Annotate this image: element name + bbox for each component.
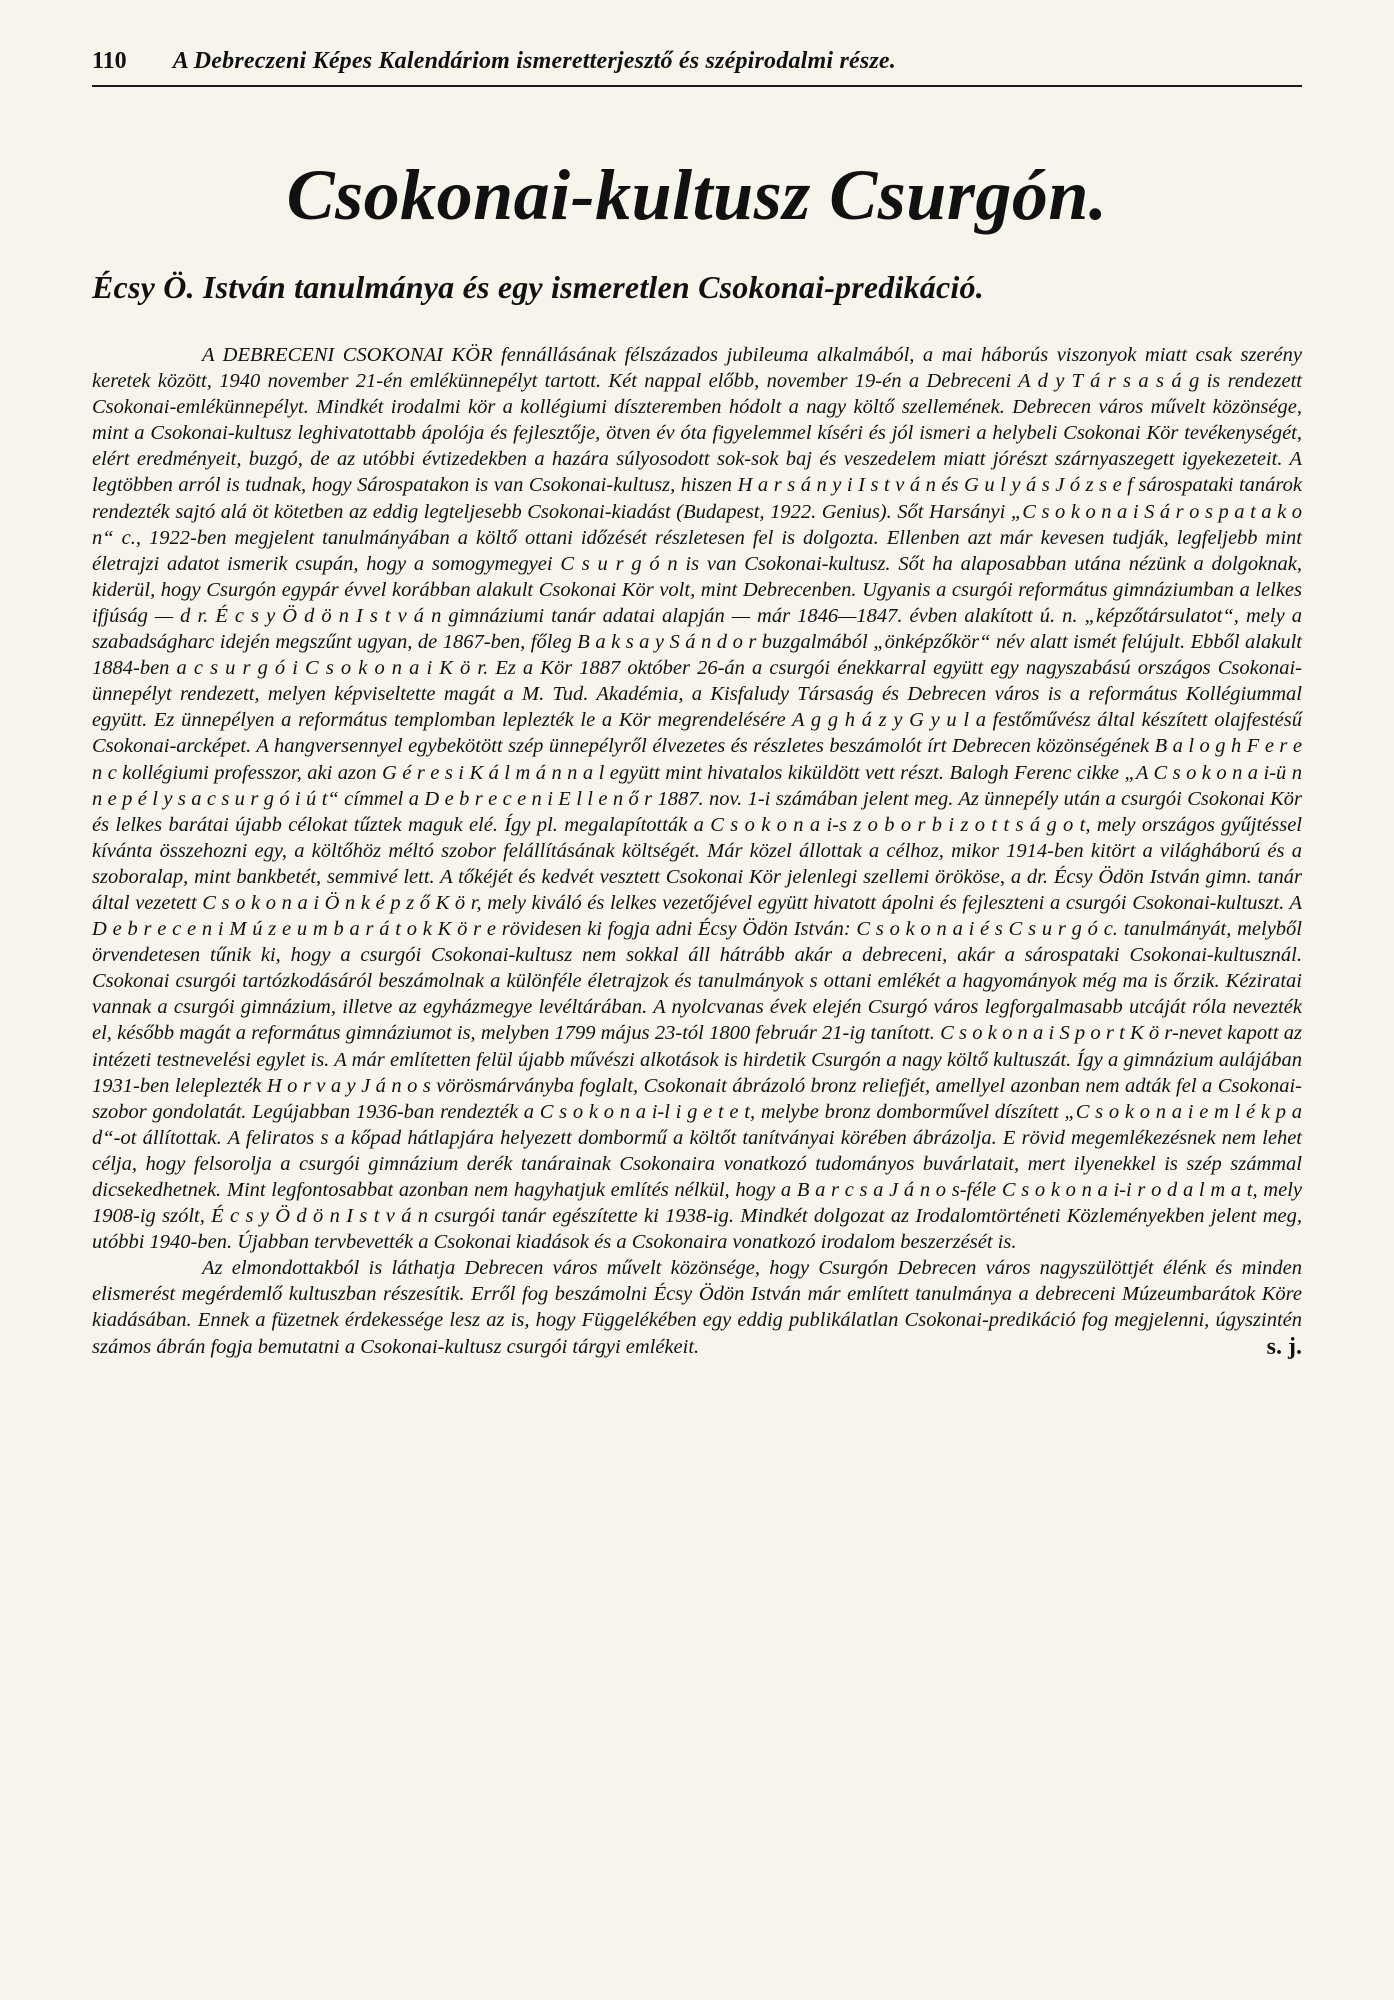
- article-paragraph-2: Az elmondottakból is láthatja Debrecen város művelt közönsége, hogy Csurgón Debrecen város nagyszülöttjét élénk és minden elismerést megérdemlő kultuszban részesítik. Erről fog beszámolni Écsy Ödön István már említett tanulmánya a debreceni Múzeumbarátok Köre kiadásában. Ennek a füzetnek érdekessége lesz az is, hogy Függelékében egy eddig publikálatlan Csokonai-predikáció fog megjelenni, úgyszintén számos ábrán fogja bemutatni a Csokonai-kultusz csurgói tárgyi emlékeit.: [92, 1257, 1302, 1358]
- article-subtitle: Écsy Ö. István tanulmánya és egy ismeretlen Csokonai-predikáció.: [92, 269, 984, 305]
- page: [92, 48, 1302, 1948]
- author-signature: s. j.: [1266, 1333, 1302, 1360]
- page-number: 110: [92, 48, 127, 74]
- article-paragraph-1: A DEBRECENI CSOKONAI KÖR fennállásának félszázados jubileuma alkalmából, a mai háborús viszonyok miatt csak szerény keretek között, 1940 november 21-én emlékünnepélyt tartott. Két nappal előbb, november 19-én a Debreceni A d y T á r s a s á g is rendezett Csokonai-emlékünnepélyt. Mindkét irodalmi kör a kollégiumi díszteremben hódolt a nagy költő szellemének. Debrecen város művelt közönsége, mint a Csokonai-kultusz leghivatottabb ápolója és fejlesztője, ötven év óta figyelemmel kíséri és jól ismeri a helybeli Csokonai Kör tevékenységét, elért eredményeit, buzgó, de az utóbbi évtizedekben a hazára súlyosodott sok-sok baj és veszedelem miatt jórészt szárnyaszegett igyekezeteit. A legtöbben arról is tudnak, hogy Sárospatakon is van Csokonai-kultusz, hiszen H a r s á n y i I s t v á n és G u l y á s J ó z s e f sárospataki tanárok rendezték sajtó alá öt kötetben az eddig legteljesebb Csokonai-kiadást (Budapest, 1922. Genius). Sőt Harsányi „C s o k o n a i S á r o s p a t a k o n“ c., 1922-ben megjelent tanulmányában a költő ottani időzését részletesen fel is dolgozta. Ellenben azt már kevesen tudják, legfeljebb mint életrajzi adatot ismerik csupán, hogy a somogymegyei C s u r g ó n is van Csokonai-kultusz. Sőt ha alaposabban utána nézünk a dolgoknak, kiderül, hogy Csurgón egypár évvel korábban alakult Csokonai Kör volt, mint Debrecenben. Ugyanis a csurgói református gimnáziumban a lelkes ifjúság — d r. É c s y Ö d ö n I s t v á n gimnáziumi tanár adatai alapján — már 1846—1847. évben alakított ú. n. „képzőtársulatot“, mely a szabadságharc idején megszűnt ugyan, de 1867-ben, főleg B a k s a y S á n d o r buzgalmából „önképzőkör“ név alatt ismét felújult. Ebből alakult 1884-ben a c s u r g ó i C s o k o n a i K ö r. Ez a Kör 1887 október 26-án a csurgói énekkarral együtt egy nagyszabású országos Csokonai-ünnepélyt rendezett, melyen képviseltette magát a M. Tud. Akadémia, a Kisfaludy Társaság és Debrecen város is a református Kollégiummal együtt. Ez ünnepélyen a református templomban leplezték le a Kör megrendelésére A g g h á z y G y u l a festőművész által készített olajfestésű Csokonai-arcképet. A hangversennyel egybekötött szép ünnepélyről élvezetes és részletes beszámolót írt Debrecen közönségének B a l o g h F e r e n c kollégiumi professzor, aki azon G é r e s i K á l m á n n a l együtt mint hivatalos kiküldött vett részt. Balogh Ferenc cikke „A C s o k o n a i-ü n n e p é l y s a c s u r g ó i ú t“ címmel a D e b r e c e n i E l l e n ő r 1887. nov. 1-i számában jelent meg. Az ünnepély után a csurgói Csokonai Kör és lelkes barátai újabb célokat tűztek maguk elé. Így pl. megalapították a C s o k o n a i-s z o b o r b i z o t t s á g o t, mely országos gyűjtéssel kívánta összehozni egy, a költőhöz méltó szobor felállításának költségét. Már közel állottak a célhoz, mikor 1914-ben kitört a világháború és a szoboralap, mint bankbetét, semmivé lett. A tőkéjét és kedvét vesztett Csokonai Kör jelenlegi szellemi örököse, a dr. Écsy Ödön István gimn. tanár által vezetett C s o k o n a i Ö n k é p z ő K ö r, mely kiváló és lelkes vezetőjével együtt hivatott ápolni és fejleszteni a csurgói Csokonai-kultuszt. A D e b r e c e n i M ú z e u m b a r á t o k K ö r e rövidesen ki fogja adni Écsy Ödön István: C s o k o n a i é s C s u r g ó c. tanulmányát, melyből örvendetesen tűnik ki, hogy a csurgói Csokonai-kultusz nem sokkal áll hátrább akár a debreceni, akár a sárospataki Csokonai-kultusznál. Csokonai csurgói tartózkodásáról beszámolnak a különféle életrajzok és tanulmányok s ottani emlékét a hagyományok még ma is őrzik. Kéziratai vannak a csurgói gimnázium, illetve az egyházmegye levéltárában. A nyolcvanas évek elején Csurgó város legforgalmasabb utcáját róla nevezték el, később magát a református gimnáziumot is, melyben 1799 május 23-tól 1800 február 21-ig tanított. C s o k o n a i S p o r t K ö r-nevet kapott az intézeti testnevelési egylet is. A már említetten felül újabb művészi alkotások is hirdetik Csurgón a nagy költő kultuszát. Így a gimnázium aulájában 1931-ben leleplezték H o r v a y J á n o s vörösmárványba foglalt, Csokonait ábrázoló bronz reliefjét, amellyel azonban nem adták fel a Csokonai-szobor gondolatát. Legújabban 1936-ban rendezték a C s o k o n a i-l i g e t e t, melybe bronz domborművel díszített „C s o k o n a i e m l é k p a d“-ot állítottak. A feliratos s a kőpad hátlapjára helyezett dombormű a költőt tanítványai körében ábrázolja. E rövid megemlékezésnek nem lehet célja, hogy felsorolja a csurgói gimnázium derék tanárainak Csokonaira vonatkozó tudományos buvárlatait, mert ilyenekkel is szép számmal dicsekedhetnek. Mint legfontosabbat azonban nem hagyhatjuk említés nélkül, hogy a B a r c s a J á n o s-féle C s o k o n a i-i r o d a l m a t, mely 1908-ig szólt, É c s y Ö d ö n I s t v á n csurgói tanár egészítette ki 1938-ig. Mindkét dolgozat az Irodalomtörténeti Közleményekben jelent meg, utóbbi 1940-ben. Újabban tervbevették a Csokonai kiadások és a Csokonaira vonatkozó irodalom beszerzését is.: [92, 344, 1302, 1254]
- article-title: Csokonai-kultusz Csurgón.: [286, 155, 1108, 235]
- article-body: [92, 342, 1302, 1360]
- running-header-title: A Debreczeni Képes Kalendáriom ismeretterjesztő és szépirodalmi része.: [172, 48, 896, 74]
- running-header: [92, 48, 1302, 87]
